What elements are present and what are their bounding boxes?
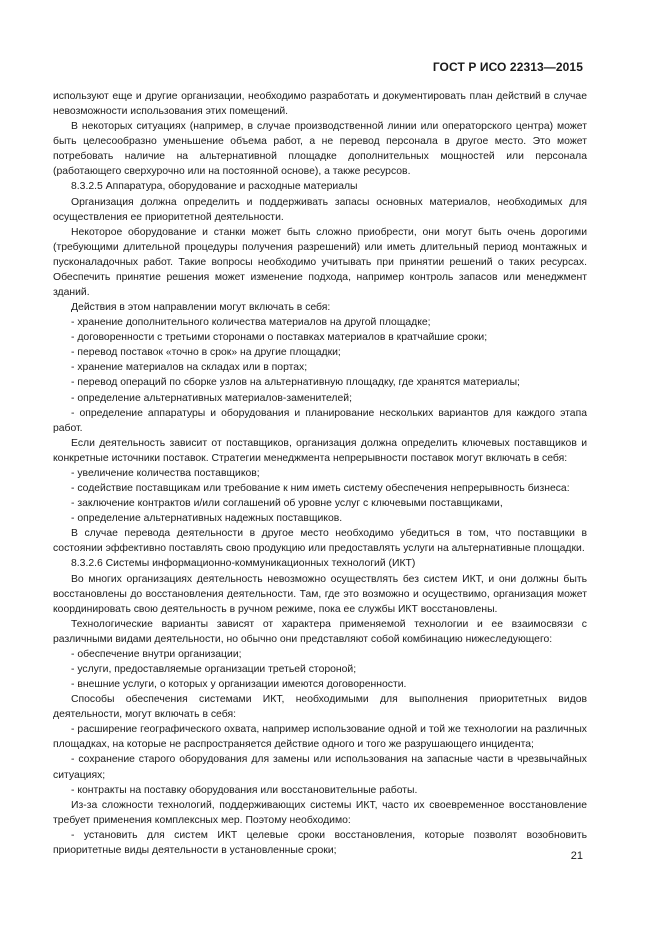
body-paragraph: - перевод операций по сборке узлов на альтернативную площадку, где хранятся материалы; bbox=[71, 377, 520, 389]
body-paragraph: - услуги, предоставляемые организации третьей стороной; bbox=[71, 663, 357, 675]
page-number: 21 bbox=[570, 850, 583, 862]
body-paragraph: Некоторое оборудование и станки может быть сложно приобрести, они могут быть очень дорогими (требующими длительной процедуры получения разрешений) или иметь длительный период монтажных и пусконаладочных работ. Такие вопросы необходимо учитывать при принятии решений о таких ресурсах. Обеспечить принятие решения может изменение подхода, например контроль запасов или менеджмент зданий. bbox=[53, 226, 587, 299]
body-paragraph: Из-за сложности технологий, поддерживающих системы ИКТ, часто их своевременное восстановление требует применения комплексных мер. Поэтому необходимо: bbox=[53, 799, 587, 826]
body-paragraph: В некоторых ситуациях (например, в случае производственной линии или операторского центра) может быть целесообразно уменьшение объема работ, а не перевод персонала в другое место. Это может потребовать наличие на альтернативной площадке дополнительных мощностей или персонала (работающего сверхурочно или на постоянной основе), а также ресурсов. bbox=[53, 121, 587, 178]
body-paragraph: - расширение географического охвата, например использование одной и той же технологии на различных площадках, на которые не распространяется действие одного и того же разрушающего инцидента; bbox=[53, 724, 587, 751]
body-paragraph: - заключение контрактов и/или соглашений об уровне услуг с ключевыми поставщиками, bbox=[71, 498, 503, 510]
body-paragraph: - перевод поставок «точно в срок» на другие площадки; bbox=[71, 347, 341, 359]
body-paragraph: Если деятельность зависит от поставщиков, организация должна определить ключевых поставщиков и конкретные источники поставок. Стратегии менеджмента непрерывности поставок могут включать в себя: bbox=[53, 437, 587, 464]
body-paragraph: Технологические варианты зависят от характера применяемой технологии и ее взаимосвязи с различными видами деятельности, но обычно они представляют собой комбинацию нижеследующего: bbox=[53, 618, 587, 645]
body-paragraph: - определение альтернативных материалов-заменителей; bbox=[71, 392, 352, 404]
body-paragraph: - обеспечение внутри организации; bbox=[71, 648, 242, 660]
document-header: ГОСТ Р ИСО 22313—2015 bbox=[432, 60, 583, 74]
body-paragraph: Во многих организациях деятельность невозможно осуществлять без систем ИКТ, и они должны быть восстановлены до восстановления деятельности. Там, где это возможно и осуществимо, организация может координировать свою деятельность в ручном режиме, пока ее службы ИКТ восстановлены. bbox=[53, 573, 587, 615]
body-paragraph: - установить для систем ИКТ целевые сроки восстановления, которые позволят возобновить приоритетные виды деятельности в установленные сроки; bbox=[53, 829, 587, 856]
body-paragraph: - увеличение количества поставщиков; bbox=[71, 467, 260, 479]
document-body bbox=[53, 89, 587, 858]
body-paragraph: - сохранение старого оборудования для замены или использования на запасные части в чрезвычайных ситуациях; bbox=[53, 754, 587, 781]
body-paragraph: используют еще и другие организации, необходимо разработать и документировать план действий в случае невозможности использования этих помещений. bbox=[53, 91, 587, 118]
body-paragraph: - определение аппаратуры и оборудования и планирование нескольких вариантов для каждого этапа работ. bbox=[53, 407, 587, 434]
body-paragraph: Способы обеспечения системами ИКТ, необходимыми для выполнения приоритетных видов деятельности, могут включать в себя: bbox=[53, 694, 587, 721]
body-paragraph: - хранение материалов на складах или в портах; bbox=[71, 362, 308, 374]
body-paragraph: В случае перевода деятельности в другое место необходимо убедиться в том, что поставщики в состоянии эффективно поставлять свою продукцию или предоставлять услуги на альтернативные площадки. bbox=[53, 528, 587, 555]
body-paragraph: Действия в этом направлении могут включать в себя: bbox=[71, 302, 331, 314]
body-paragraph: 8.3.2.6 Системы информационно-коммуникационных технологий (ИКТ) bbox=[71, 558, 416, 570]
body-paragraph: 8.3.2.5 Аппаратура, оборудование и расходные материалы bbox=[71, 181, 358, 193]
body-paragraph: - хранение дополнительного количества материалов на другой площадке; bbox=[71, 317, 431, 329]
body-paragraph: Организация должна определить и поддерживать запасы основных материалов, необходимых для осуществления ее приоритетной деятельности. bbox=[53, 196, 587, 223]
body-paragraph: - контракты на поставку оборудования или восстановительные работы. bbox=[71, 784, 418, 796]
body-paragraph: - договоренности с третьими сторонами о поставках материалов в кратчайшие сроки; bbox=[71, 332, 488, 344]
body-paragraph: - определение альтернативных надежных поставщиков. bbox=[71, 513, 343, 525]
body-paragraph: - содействие поставщикам или требование к ним иметь систему обеспечения непрерывность бизнеса: bbox=[71, 483, 570, 495]
body-paragraph: - внешние услуги, о которых у организации имеются договоренности. bbox=[71, 679, 407, 691]
